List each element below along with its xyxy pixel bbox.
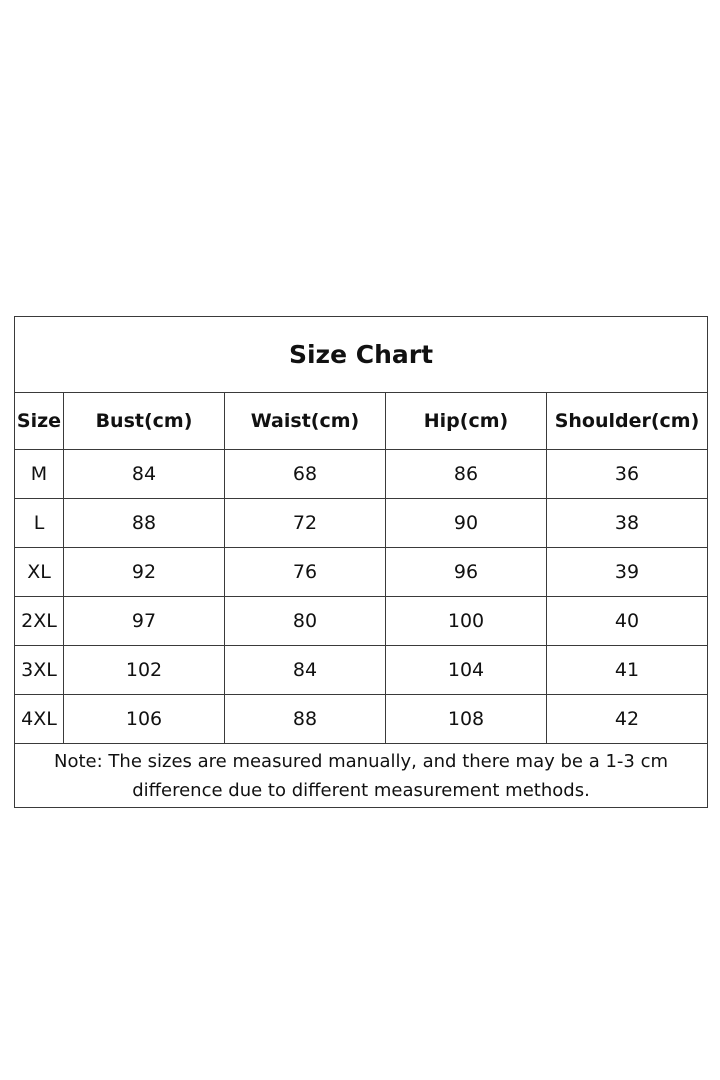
chart-title: Size Chart <box>15 317 708 393</box>
column-header-shoulder: Shoulder(cm) <box>547 393 708 450</box>
bust-cell: 97 <box>64 597 225 646</box>
table-row <box>15 695 708 744</box>
table-row <box>15 646 708 695</box>
bust-cell: 88 <box>64 499 225 548</box>
size-chart-table <box>14 316 708 808</box>
shoulder-cell: 39 <box>547 548 708 597</box>
waist-cell: 72 <box>225 499 386 548</box>
column-header-size: Size <box>15 393 64 450</box>
header-row <box>15 393 708 450</box>
waist-cell: 68 <box>225 450 386 499</box>
waist-cell: 76 <box>225 548 386 597</box>
measurement-note <box>15 744 708 808</box>
bust-cell: 102 <box>64 646 225 695</box>
hip-cell: 86 <box>386 450 547 499</box>
shoulder-cell: 42 <box>547 695 708 744</box>
hip-cell: 100 <box>386 597 547 646</box>
size-cell: 4XL <box>15 695 64 744</box>
table-row <box>15 597 708 646</box>
bust-cell: 106 <box>64 695 225 744</box>
hip-cell: 96 <box>386 548 547 597</box>
hip-cell: 108 <box>386 695 547 744</box>
hip-cell: 104 <box>386 646 547 695</box>
shoulder-cell: 40 <box>547 597 708 646</box>
table-row <box>15 499 708 548</box>
waist-cell: 84 <box>225 646 386 695</box>
table-row <box>15 548 708 597</box>
note-line-1: Note: The sizes are measured manually, and there may be a 1-3 cm <box>54 750 668 772</box>
size-cell: XL <box>15 548 64 597</box>
bust-cell: 92 <box>64 548 225 597</box>
bust-cell: 84 <box>64 450 225 499</box>
table-row <box>15 450 708 499</box>
size-cell: L <box>15 499 64 548</box>
column-header-bust: Bust(cm) <box>64 393 225 450</box>
shoulder-cell: 38 <box>547 499 708 548</box>
shoulder-cell: 36 <box>547 450 708 499</box>
size-cell: 2XL <box>15 597 64 646</box>
note-line-2: difference due to different measurement methods. <box>132 779 590 801</box>
waist-cell: 88 <box>225 695 386 744</box>
size-cell: M <box>15 450 64 499</box>
hip-cell: 90 <box>386 499 547 548</box>
shoulder-cell: 41 <box>547 646 708 695</box>
waist-cell: 80 <box>225 597 386 646</box>
size-cell: 3XL <box>15 646 64 695</box>
column-header-waist: Waist(cm) <box>225 393 386 450</box>
column-header-hip: Hip(cm) <box>386 393 547 450</box>
